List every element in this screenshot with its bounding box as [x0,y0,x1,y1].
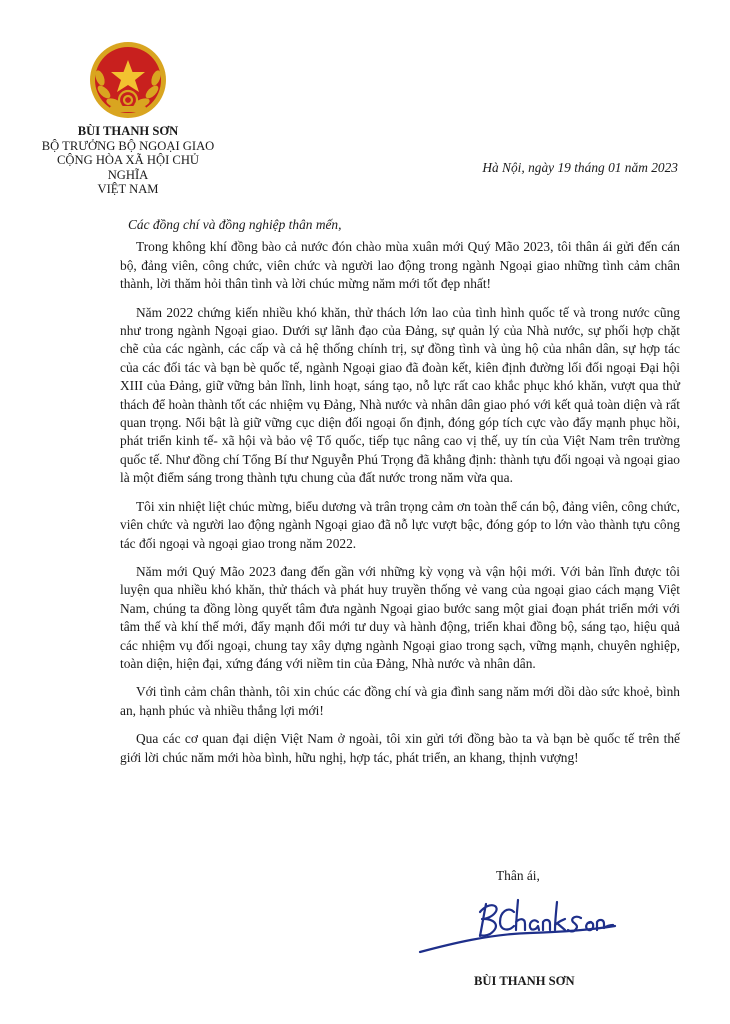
issuer-header [40,124,216,197]
signer-name: BÙI THANH SƠN [474,974,575,988]
letter-body [120,216,680,777]
issuer-title: BỘ TRƯỞNG BỘ NGOẠI GIAO [41,138,215,153]
handwritten-signature [410,892,620,962]
date-line: Hà Nội, ngày 19 tháng 01 năm 2023 [482,160,678,175]
paragraph-5: Với tình cảm chân thành, tôi xin chúc các đồng chí và gia đình sang năm mới dồi dào sức khoẻ, bình an, hạnh phúc và nhiều thắng lợi mới! [120,684,680,718]
paragraph-3: Tôi xin nhiệt liệt chúc mừng, biểu dương và trân trọng cảm ơn toàn thể cán bộ, đảng viên, công chức, viên chức và người lao động ngành Ngoại giao đã nỗ lực vượt bậc, đóng góp to lớn vào thành tựu công tác đối ngoại và ngoại giao trong năm 2022. [120,498,680,551]
paragraph-6: Qua các cơ quan đại diện Việt Nam ở ngoài, tôi xin gửi tới đồng bào ta và bạn bè quốc tế trên thế giới lời chúc năm mới hòa bình, hữu nghị, hợp tác, phát triển, an khang, thịnh vượng! [120,731,680,765]
country-name-line2: VIỆT NAM [97,182,159,197]
closing: Thân ái, [496,868,540,883]
paragraph-4: Năm mới Quý Mão 2023 đang đến gần với những kỳ vọng và vận hội mới. Với bản lĩnh được tôi luyện qua nhiều khó khăn, thử thách và phát huy truyền thống vẻ vang của ngoại giao cách mạng Việt Nam, chúng ta đồng lòng quyết tâm đưa ngành Ngoại giao bước sang một giai đoạn phát triển mới với tâm thế và khí thế mới, đẩy mạnh đổi mới tư duy và hành động, triển khai đồng bộ, sáng tạo, hiệu quả các nhiệm vụ đối ngoại, chung tay xây dựng ngành Ngoại giao trong sạch, vững mạnh, chuyên nghiệp, toàn diện, hiện đại, xứng đáng với niềm tin của Đảng, Nhà nước và nhân dân. [120,563,680,671]
paragraph-1: Trong không khí đồng bào cả nước đón chào mùa xuân mới Quý Mão 2023, tôi thân ái gửi đến cán bộ, đảng viên, công chức, viên chức và người lao động trong ngành Ngoại giao những tình cảm chân thành, lời thăm hỏi thân tình và lời chúc mừng năm mới tốt đẹp nhất! [120,239,680,292]
issuer-name: BÙI THANH SƠN [77,124,179,138]
salutation: Các đồng chí và đồng nghiệp thân mến, [128,217,342,232]
paragraph-2: Năm 2022 chứng kiến nhiều khó khăn, thử thách lớn lao của tình hình quốc tế và trong nước cũng như trong ngành Ngoại giao. Dưới sự lãnh đạo của Đảng, sự quản lý của Nhà nước, sự phối hợp chặt chẽ của các ngành, các cấp và cả hệ thống chính trị, sự đồng tình và ủng hộ của nhân dân, sự hợp tác của các đối tác và bạn bè quốc tế, ngành Ngoại giao đã đoàn kết, kiên định đường lối đối ngoại Đại hội XIII của Đảng, giữ vững bản lĩnh, linh hoạt, sáng tạo, nỗ lực rất cao khắc phục khó khăn, vượt qua thử thách để hoàn thành tốt các nhiệm vụ Đảng, Nhà nước và nhân dân giao phó với kết quả toàn diện và rất quan trọng. Nổi bật là giữ vững cục diện đối ngoại ổn định, đóng góp tích cực vào đẩy mạnh phục hồi, phát triển kinh tế- xã hội và bảo vệ Tổ quốc, tiếp tục nâng cao vị thế, uy tín của Việt Nam trên trường quốc tế. Như đồng chí Tổng Bí thư Nguyễn Phú Trọng đã khẳng định: thành tựu đối ngoại và ngoại giao là một điểm sáng trong thành tựu chung của đất nước trong năm vừa qua. [120,304,680,486]
country-name-line1: CỘNG HÒA XÃ HỘI CHỦ NGHĨA [56,153,200,182]
national-emblem-icon [88,40,168,120]
